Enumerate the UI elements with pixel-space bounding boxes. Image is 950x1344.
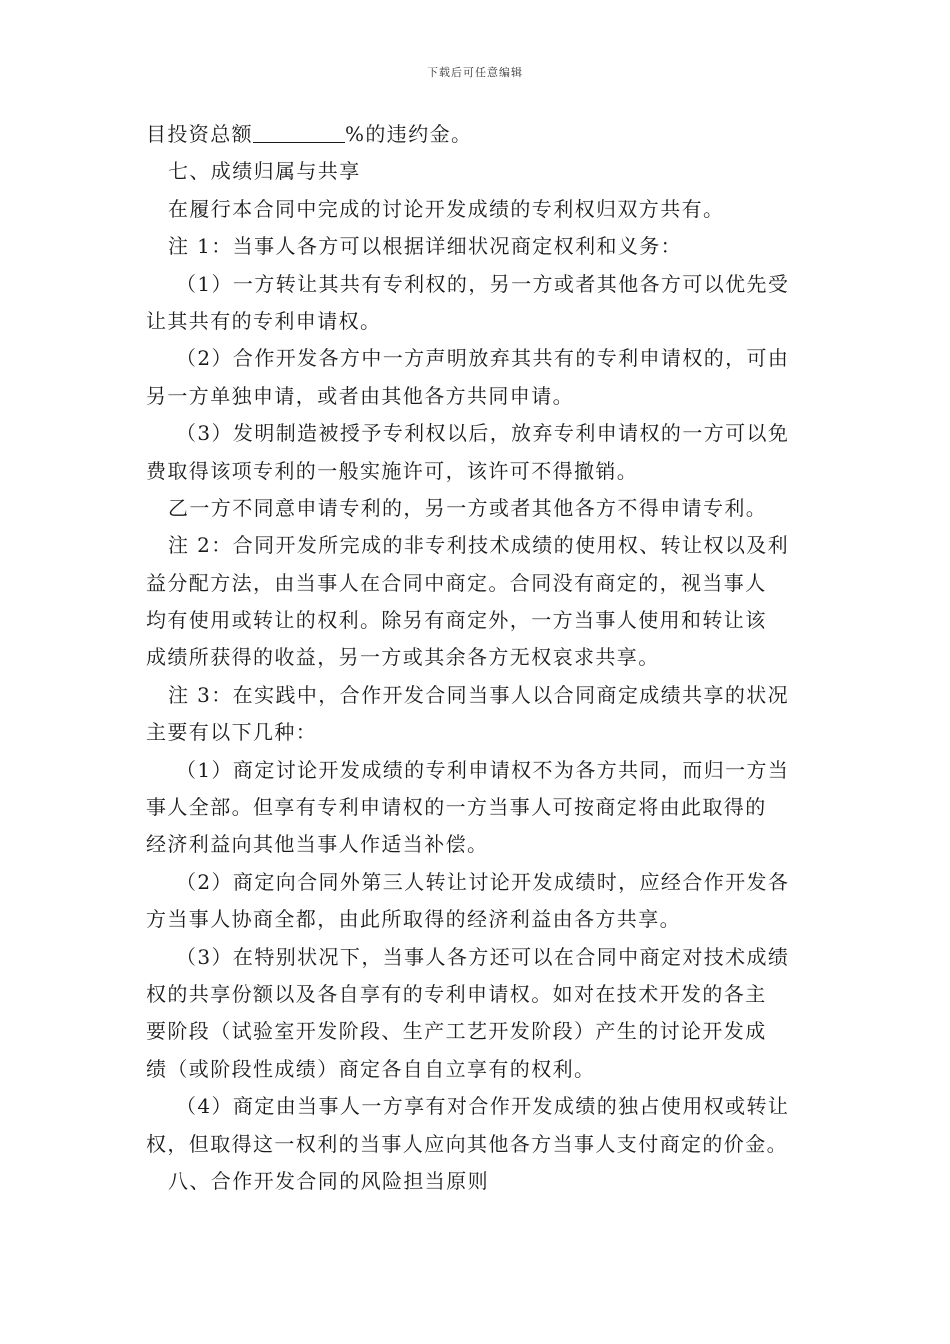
text-line: （4）商定由当事人一方享有对合作开发成绩的独占使用权或转让 [176,1094,790,1119]
text-line: 另一方单独申请，或者由其他各方共同申请。 [146,383,574,408]
text-line: （3）在特别状况下，当事人各方还可以在合同中商定对技术成绩 [176,944,790,969]
text-line: 让其共有的专利申请权。 [146,308,382,333]
text-line: 绩（或阶段性成绩）商定各自自立享有的权利。 [146,1056,596,1081]
text-line: 事人全部。但享有专利申请权的一方当事人可按商定将由此取得的 [146,795,767,820]
text-line: （2）商定向合同外第三人转让讨论开发成绩时，应经合作开发各 [176,869,790,894]
note-line: 注 1：当事人各方可以根据详细状况商定权利和义务： [168,234,683,259]
text-fragment: %的违约金。 [345,122,473,146]
text-line: 费取得该项专利的一般实施许可，该许可不得撤销。 [146,458,639,483]
note-line: 注 2：合同开发所完成的非专利技术成绩的使用权、转让权以及利 [168,533,790,558]
text-line: 益分配方法，由当事人在合同中商定。合同没有商定的，视当事人 [146,570,767,595]
text-line: （3）发明制造被授予专利权以后，放弃专利申请权的一方可以免 [176,421,790,446]
text-line: （1）商定讨论开发成绩的专利申请权不为各方共同，而归一方当 [176,757,790,782]
section-heading-7: 七、成绩归属与共享 [168,159,361,184]
text-line: （1）一方转让其共有专利权的，另一方或者其他各方可以优先受 [176,271,790,296]
text-line: 均有使用或转让的权利。除另有商定外，一方当事人使用和转让该 [146,608,767,633]
text-line: 权的共享份额以及各自享有的专利申请权。如对在技术开发的各主 [146,981,767,1006]
text-line: 乙一方不同意申请专利的，另一方或者其他各方不得申请专利。 [168,495,768,520]
page-header: 下载后可任意编辑 [427,66,523,79]
text-line: 在履行本合同中完成的讨论开发成绩的专利权归双方共有。 [168,196,725,221]
text-line: 要阶段（试验室开发阶段、生产工艺开发阶段）产生的讨论开发成 [146,1019,767,1044]
text-fragment: 目投资总额 [146,122,253,146]
text-line-penalty [146,116,818,153]
text-line: （2）合作开发各方中一方声明放弃其共有的专利申请权的，可由 [176,346,790,371]
text-line: 经济利益向其他当事人作适当补偿。 [146,832,489,857]
text-line: 主要有以下几种： [146,720,318,745]
text-line: 权，但取得这一权利的当事人应向其他各方当事人支付商定的价金。 [146,1131,788,1156]
note-line: 注 3：在实践中，合作开发合同当事人以合同商定成绩共享的状况 [168,682,790,707]
fill-in-blank [253,122,345,143]
text-line: 方当事人协商全都，由此所取得的经济利益由各方共享。 [146,907,681,932]
text-line: 成绩所获得的收益，另一方或其余各方无权哀求共享。 [146,645,660,670]
section-heading-8: 八、合作开发合同的风险担当原则 [168,1168,489,1193]
document-body [146,116,818,1200]
